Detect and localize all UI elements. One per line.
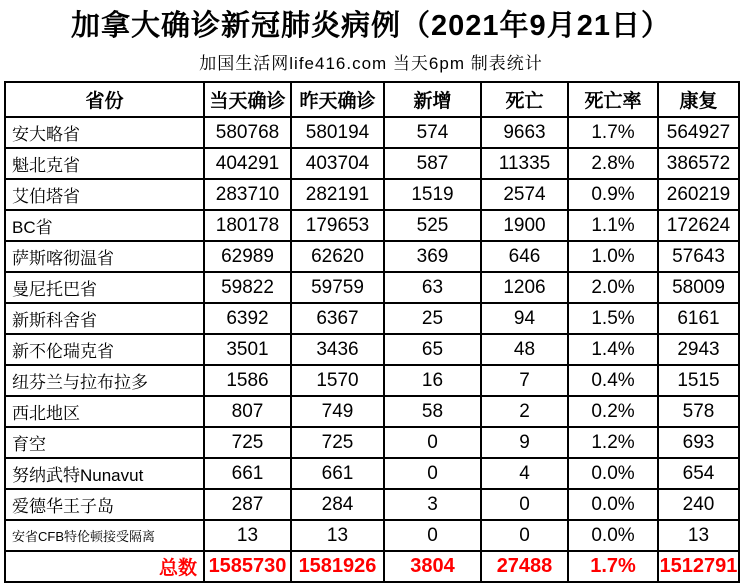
total-recovered: 1512791 xyxy=(658,551,739,582)
page-title: 加拿大确诊新冠肺炎病例（2021年9月21日） xyxy=(71,10,671,42)
deaths-cell: 94 xyxy=(481,303,568,334)
page-subtitle: 加国生活网life416.com 当天6pm 制表统计 xyxy=(199,54,543,73)
recovered-cell: 386572 xyxy=(658,148,739,179)
death-rate-cell: 1.0% xyxy=(568,241,658,272)
province-cell: BC省 xyxy=(5,210,204,241)
today-cell: 6392 xyxy=(204,303,291,334)
recovered-cell: 58009 xyxy=(658,272,739,303)
table-row xyxy=(5,334,739,365)
new-cases-cell: 3 xyxy=(384,489,481,520)
recovered-cell: 693 xyxy=(658,427,739,458)
today-cell: 404291 xyxy=(204,148,291,179)
total-new-cases: 3804 xyxy=(384,551,481,582)
table-footer xyxy=(5,551,739,582)
yesterday-cell: 725 xyxy=(291,427,384,458)
today-cell: 13 xyxy=(204,520,291,551)
province-cell: 萨斯喀彻温省 xyxy=(5,241,204,272)
table-header xyxy=(5,82,739,117)
yesterday-cell: 284 xyxy=(291,489,384,520)
deaths-cell: 9 xyxy=(481,427,568,458)
table-row xyxy=(5,489,739,520)
new-cases-cell: 1519 xyxy=(384,179,481,210)
today-cell: 59822 xyxy=(204,272,291,303)
yesterday-cell: 179653 xyxy=(291,210,384,241)
death-rate-cell: 1.2% xyxy=(568,427,658,458)
today-cell: 661 xyxy=(204,458,291,489)
new-cases-cell: 525 xyxy=(384,210,481,241)
yesterday-cell: 6367 xyxy=(291,303,384,334)
yesterday-cell: 3436 xyxy=(291,334,384,365)
province-cell: 育空 xyxy=(5,427,204,458)
death-rate-cell: 2.8% xyxy=(568,148,658,179)
yesterday-cell: 749 xyxy=(291,396,384,427)
today-cell: 580768 xyxy=(204,117,291,148)
table-row xyxy=(5,179,739,210)
death-rate-cell: 0.9% xyxy=(568,179,658,210)
header-yesterday: 昨天确诊 xyxy=(291,82,384,117)
deaths-cell: 646 xyxy=(481,241,568,272)
table-row xyxy=(5,458,739,489)
total-yesterday: 1581926 xyxy=(291,551,384,582)
death-rate-cell: 1.7% xyxy=(568,117,658,148)
header-today: 当天确诊 xyxy=(204,82,291,117)
new-cases-cell: 369 xyxy=(384,241,481,272)
province-cell: 曼尼托巴省 xyxy=(5,272,204,303)
new-cases-cell: 574 xyxy=(384,117,481,148)
province-cell: 新斯科舍省 xyxy=(5,303,204,334)
new-cases-cell: 16 xyxy=(384,365,481,396)
yesterday-cell: 580194 xyxy=(291,117,384,148)
yesterday-cell: 13 xyxy=(291,520,384,551)
today-cell: 283710 xyxy=(204,179,291,210)
province-cell: 努纳武特Nunavut xyxy=(5,458,204,489)
table-body xyxy=(5,117,739,551)
header-death-rate: 死亡率 xyxy=(568,82,658,117)
deaths-cell: 11335 xyxy=(481,148,568,179)
table-row xyxy=(5,241,739,272)
yesterday-cell: 403704 xyxy=(291,148,384,179)
table-row xyxy=(5,148,739,179)
header-province: 省份 xyxy=(5,82,204,117)
recovered-cell: 654 xyxy=(658,458,739,489)
total-death-rate: 1.7% xyxy=(568,551,658,582)
covid-stats-table xyxy=(4,81,740,583)
province-cell: 安大略省 xyxy=(5,117,204,148)
recovered-cell: 13 xyxy=(658,520,739,551)
today-cell: 62989 xyxy=(204,241,291,272)
recovered-cell: 6161 xyxy=(658,303,739,334)
death-rate-cell: 0.2% xyxy=(568,396,658,427)
total-label: 总数 xyxy=(5,551,204,582)
province-cell: 西北地区 xyxy=(5,396,204,427)
province-cell: 爱德华王子岛 xyxy=(5,489,204,520)
total-today: 1585730 xyxy=(204,551,291,582)
deaths-cell: 9663 xyxy=(481,117,568,148)
deaths-cell: 1900 xyxy=(481,210,568,241)
header-deaths: 死亡 xyxy=(481,82,568,117)
death-rate-cell: 1.1% xyxy=(568,210,658,241)
deaths-cell: 2574 xyxy=(481,179,568,210)
deaths-cell: 4 xyxy=(481,458,568,489)
new-cases-cell: 65 xyxy=(384,334,481,365)
deaths-cell: 0 xyxy=(481,520,568,551)
header-recovered: 康复 xyxy=(658,82,739,117)
total-deaths: 27488 xyxy=(481,551,568,582)
table-row xyxy=(5,117,739,148)
recovered-cell: 564927 xyxy=(658,117,739,148)
yesterday-cell: 661 xyxy=(291,458,384,489)
yesterday-cell: 59759 xyxy=(291,272,384,303)
new-cases-cell: 58 xyxy=(384,396,481,427)
recovered-cell: 172624 xyxy=(658,210,739,241)
new-cases-cell: 587 xyxy=(384,148,481,179)
province-cell: 艾伯塔省 xyxy=(5,179,204,210)
today-cell: 725 xyxy=(204,427,291,458)
death-rate-cell: 1.5% xyxy=(568,303,658,334)
province-cell: 新不伦瑞克省 xyxy=(5,334,204,365)
recovered-cell: 1515 xyxy=(658,365,739,396)
header-row xyxy=(5,82,739,117)
total-row xyxy=(5,551,739,582)
new-cases-cell: 0 xyxy=(384,427,481,458)
recovered-cell: 260219 xyxy=(658,179,739,210)
recovered-cell: 240 xyxy=(658,489,739,520)
table-row xyxy=(5,365,739,396)
recovered-cell: 57643 xyxy=(658,241,739,272)
deaths-cell: 7 xyxy=(481,365,568,396)
today-cell: 287 xyxy=(204,489,291,520)
province-cell: 纽芬兰与拉布拉多 xyxy=(5,365,204,396)
today-cell: 180178 xyxy=(204,210,291,241)
new-cases-cell: 0 xyxy=(384,458,481,489)
today-cell: 807 xyxy=(204,396,291,427)
recovered-cell: 578 xyxy=(658,396,739,427)
deaths-cell: 2 xyxy=(481,396,568,427)
table-row xyxy=(5,272,739,303)
today-cell: 1586 xyxy=(204,365,291,396)
new-cases-cell: 0 xyxy=(384,520,481,551)
new-cases-cell: 25 xyxy=(384,303,481,334)
death-rate-cell: 0.0% xyxy=(568,458,658,489)
yesterday-cell: 62620 xyxy=(291,241,384,272)
recovered-cell: 2943 xyxy=(658,334,739,365)
table-row xyxy=(5,396,739,427)
death-rate-cell: 0.0% xyxy=(568,520,658,551)
province-cell: 安省CFB特伦顿接受隔离 xyxy=(5,520,204,551)
death-rate-cell: 2.0% xyxy=(568,272,658,303)
deaths-cell: 1206 xyxy=(481,272,568,303)
new-cases-cell: 63 xyxy=(384,272,481,303)
table-row xyxy=(5,210,739,241)
header-new-cases: 新增 xyxy=(384,82,481,117)
death-rate-cell: 0.0% xyxy=(568,489,658,520)
today-cell: 3501 xyxy=(204,334,291,365)
yesterday-cell: 282191 xyxy=(291,179,384,210)
deaths-cell: 0 xyxy=(481,489,568,520)
death-rate-cell: 0.4% xyxy=(568,365,658,396)
yesterday-cell: 1570 xyxy=(291,365,384,396)
province-cell: 魁北克省 xyxy=(5,148,204,179)
table-row xyxy=(5,520,739,551)
table-row xyxy=(5,303,739,334)
table-row xyxy=(5,427,739,458)
deaths-cell: 48 xyxy=(481,334,568,365)
death-rate-cell: 1.4% xyxy=(568,334,658,365)
